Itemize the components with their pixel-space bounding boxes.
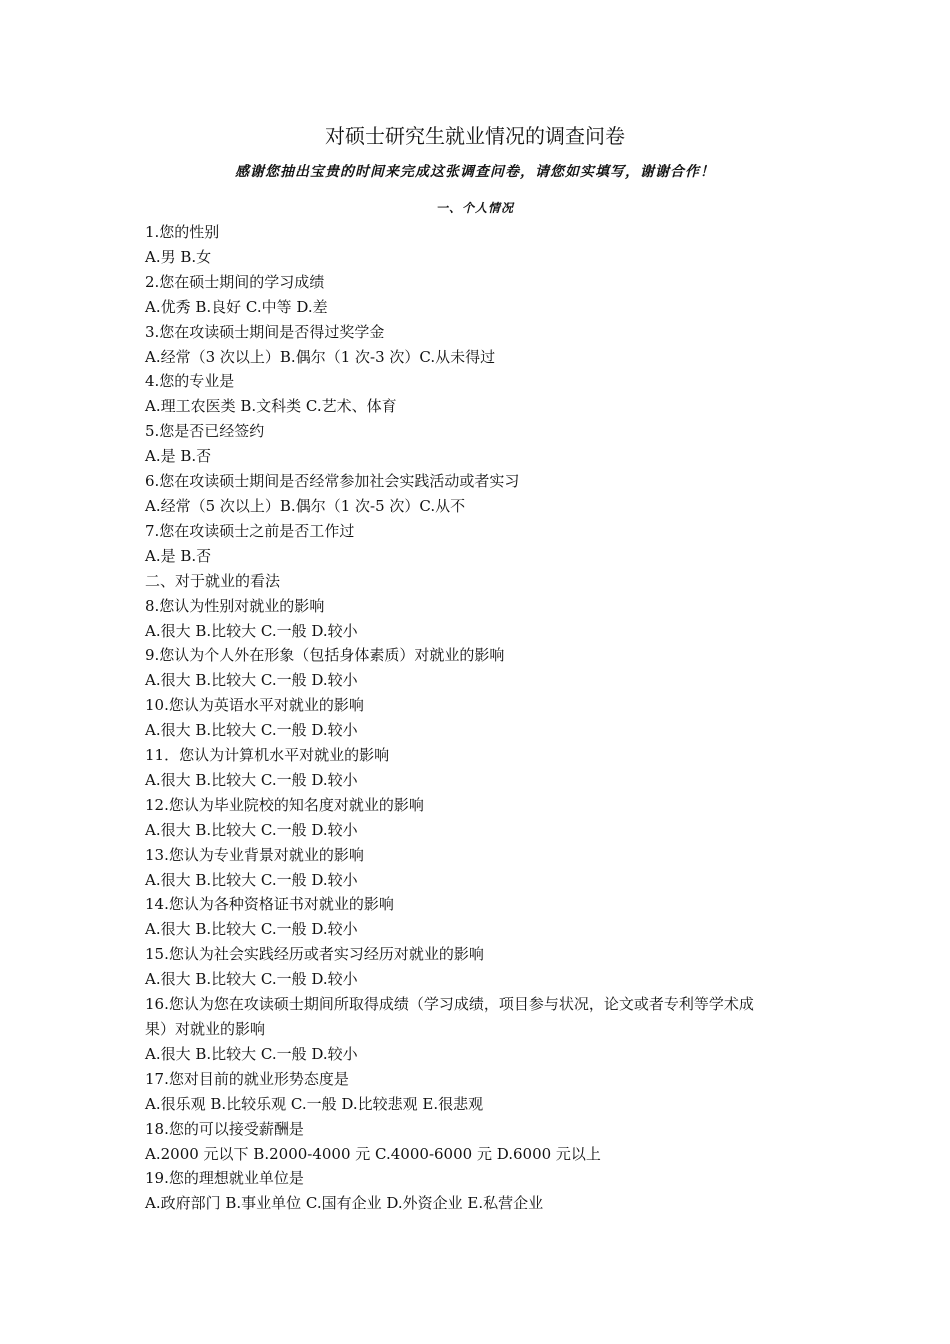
- answer-options-line: A.很乐观 B.比较乐观 C.一般 D.比较悲观 E.很悲观: [145, 1094, 484, 1113]
- answer-options-line: A.很大 B.比较大 C.一般 D.较小: [145, 621, 358, 640]
- answer-options-line: A.经常（5 次以上）B.偶尔（1 次-5 次）C.从不: [145, 496, 466, 515]
- question-line: 12.您认为毕业院校的知名度对就业的影响: [145, 795, 424, 814]
- answer-options-line: A.很大 B.比较大 C.一般 D.较小: [145, 671, 358, 690]
- question-line: 5.您是否已经签约: [145, 422, 265, 441]
- answer-options-line: A.很大 B.比较大 C.一般 D.较小: [145, 770, 358, 789]
- question-line: 14.您认为各种资格证书对就业的影响: [145, 895, 394, 914]
- thank-you-note: 感谢您抽出宝贵的时间来完成这张调查问卷，请您如实填写，谢谢合作！: [235, 164, 715, 180]
- question-line-continued: 果）对就业的影响: [145, 1020, 266, 1038]
- question-line: 6.您在攻读硕士期间是否经常参加社会实践活动或者实习: [145, 472, 520, 491]
- question-line: 17.您对目前的就业形势态度是: [145, 1069, 349, 1088]
- question-line: 11．您认为计算机水平对就业的影响: [145, 746, 390, 765]
- answer-options-line: A.很大 B.比较大 C.一般 D.较小: [145, 1044, 358, 1063]
- question-line: 4.您的专业是: [145, 372, 235, 391]
- section-heading-employment-views: 二、对于就业的看法: [145, 571, 281, 590]
- question-line: 7.您在攻读硕士之前是否工作过: [145, 521, 355, 540]
- answer-options-line: A.很大 B.比较大 C.一般 D.较小: [145, 721, 358, 740]
- answer-options-line: A.经常（3 次以上）B.偶尔（1 次-3 次）C.从未得过: [145, 347, 496, 366]
- questionnaire-body: [145, 220, 813, 1216]
- question-line: 1.您的性别: [145, 223, 220, 241]
- answer-options-line: A.是 B.否: [145, 546, 212, 565]
- question-line: 16.您认为您在攻读硕士期间所取得成绩（学习成绩，项目参与状况，论文或者专利等学术成: [145, 995, 754, 1014]
- answer-options-line: A.很大 B.比较大 C.一般 D.较小: [145, 870, 358, 889]
- document-title: 对硕士研究生就业情况的调查问卷: [325, 124, 625, 148]
- answer-options-line: A.很大 B.比较大 C.一般 D.较小: [145, 920, 358, 939]
- question-line: 19.您的理想就业单位是: [145, 1169, 304, 1188]
- question-line: 2.您在硕士期间的学习成绩: [145, 272, 325, 291]
- question-line: 15.您认为社会实践经历或者实习经历对就业的影响: [145, 945, 484, 964]
- section-heading-personal-info: 一、个人情况: [435, 201, 514, 215]
- question-line: 10.您认为英语水平对就业的影响: [145, 696, 364, 715]
- answer-options-line: A.理工农医类 B.文科类 C.艺术、体育: [145, 397, 397, 416]
- answer-options-line: A.很大 B.比较大 C.一般 D.较小: [145, 970, 358, 989]
- question-line: 18.您的可以接受薪酬是: [145, 1119, 304, 1138]
- answer-options-line: A.男 B.女: [145, 247, 212, 266]
- question-line: 13.您认为专业背景对就业的影响: [145, 845, 364, 864]
- answer-options-line: A.优秀 B.良好 C.中等 D.差: [145, 297, 328, 316]
- answer-options-line: A.很大 B.比较大 C.一般 D.较小: [145, 820, 358, 839]
- question-line: 3.您在攻读硕士期间是否得过奖学金: [145, 322, 385, 341]
- answer-options-line: A.政府部门 B.事业单位 C.国有企业 D.外资企业 E.私营企业: [145, 1194, 544, 1213]
- question-line: 8.您认为性别对就业的影响: [145, 596, 325, 615]
- question-line: 9.您认为个人外在形象（包括身体素质）对就业的影响: [145, 646, 505, 665]
- answer-options-line: A.2000 元以下 B.2000-4000 元 C.4000-6000 元 D.6000 元以上: [145, 1144, 601, 1163]
- answer-options-line: A.是 B.否: [145, 447, 212, 466]
